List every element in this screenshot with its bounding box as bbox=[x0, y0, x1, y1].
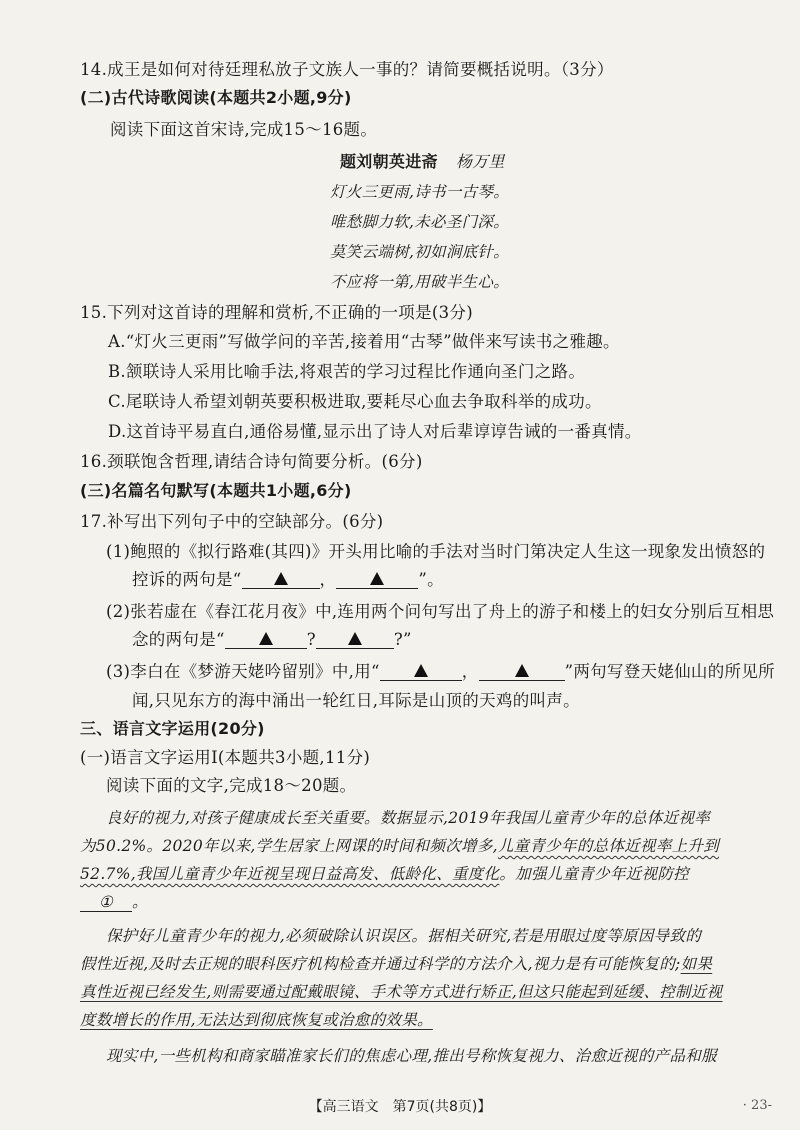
passage-p2-line-4 bbox=[80, 1008, 433, 1030]
question-14: 14.成王是如何对待廷理私放子文族人一事的？请简要概括说明。（3分） bbox=[80, 60, 614, 79]
question-15-option-b: B.颔联诗人采用比喻手法,将艰苦的学习过程比作通向圣门之路。 bbox=[108, 362, 586, 381]
poem-line-3: 莫笑云端树,初如涧底针。 bbox=[330, 243, 510, 261]
answer-blank[interactable] bbox=[225, 630, 307, 649]
passage-text: 。 bbox=[132, 893, 148, 911]
triangle-marker-icon bbox=[515, 664, 529, 677]
question-17-part-2-line-1: (2)张若虚在《春江花月夜》中,连用两个问句写出了舟上的游子和楼上的妇女分别后互相思 bbox=[106, 602, 775, 621]
passage-p1-line-2 bbox=[80, 834, 719, 856]
question-15-option-a: A.“灯火三更雨”写做学问的辛苦,接着用“古琴”做伴来写读书之雅趣。 bbox=[108, 332, 620, 351]
blank-separator: ， bbox=[319, 570, 337, 589]
answer-blank[interactable] bbox=[316, 630, 394, 649]
triangle-marker-icon bbox=[348, 632, 362, 645]
triangle-marker-icon bbox=[274, 572, 288, 585]
section-poetry-heading: (二)古代诗歌阅读(本题共2小题,9分) bbox=[80, 88, 352, 107]
triangle-marker-icon bbox=[259, 632, 273, 645]
passage-p2-line-2 bbox=[80, 952, 712, 974]
passage-p1-line-1: 良好的视力,对孩子健康成长至关重要。数据显示,2019年我国儿童青少年的总体近视率 bbox=[106, 809, 711, 827]
question-16: 16.颈联饱含哲理,请结合诗句简要分析。(6分) bbox=[80, 452, 423, 471]
poem-line-2: 唯愁脚力软,未必圣门深。 bbox=[330, 213, 510, 231]
triangle-marker-icon bbox=[414, 664, 428, 677]
question-17-part-1-line-1: (1)鲍照的《拟行路难(其四)》开头用比喻的手法对当时门第决定人生这一现象发出愤怒的 bbox=[106, 542, 766, 561]
question-17-part-3-line-1 bbox=[106, 658, 775, 682]
blank-prefix: (3)李白在《梦游天姥吟留别》中,用“ bbox=[106, 662, 380, 681]
poem-line-4: 不应将一第,用破半生心。 bbox=[330, 273, 510, 291]
triangle-marker-icon bbox=[370, 572, 384, 585]
blank-prefix: 控诉的两句是“ bbox=[132, 570, 242, 589]
blank-suffix: ”两句写登天姥仙山的所见所 bbox=[564, 662, 775, 681]
question-17-part-2-line-2 bbox=[132, 626, 412, 650]
poem-author: 杨万里 bbox=[455, 152, 505, 171]
poetry-intro: 阅读下面这首宋诗,完成15～16题。 bbox=[110, 120, 378, 139]
question-17-part-1-line-2 bbox=[132, 566, 444, 590]
part-3-intro: 阅读下面的文字,完成18～20题。 bbox=[106, 776, 357, 795]
answer-blank[interactable] bbox=[336, 570, 418, 589]
page-footer: 【高三语文 第7页(共8页)】 bbox=[308, 1099, 492, 1115]
part-3-subheading: (一)语言文字运用Ⅰ(本题共3小题,11分) bbox=[80, 748, 371, 767]
question-15-option-c: C.尾联诗人希望刘朝英要积极进取,要耗尽心血去争取科举的成功。 bbox=[108, 392, 602, 411]
blank-prefix: 念的两句是“ bbox=[132, 630, 225, 649]
underlined-text: 真性近视已经发生,则需要通过配戴眼镜、手术等方式进行矫正,但这只能起到延缓、控制近视 bbox=[80, 983, 723, 1001]
underlined-text: 如果 bbox=[680, 955, 713, 973]
passage-p1-line-3 bbox=[80, 862, 689, 884]
answer-blank[interactable] bbox=[242, 570, 320, 589]
poem-line-1: 灯火三更雨,诗书一古琴。 bbox=[330, 183, 510, 201]
passage-p2-line-1: 保护好儿童青少年的视力,必须破除认识误区。据相关研究,若是用眼过度等原因导致的 bbox=[106, 927, 702, 945]
wavy-underlined-text: 52.7%,我国儿童青少年近视呈现日益高发、低龄化、重度化 bbox=[80, 865, 500, 883]
passage-text: 。加强儿童青少年近视防控 bbox=[499, 865, 689, 883]
blank-suffix: ?” bbox=[393, 630, 412, 649]
passage-p3-line-1: 现实中,一些机构和商家瞄准家长们的焦虑心理,推出号称恢复视力、治愈近视的产品和服 bbox=[106, 1047, 717, 1065]
blank-separator: ， bbox=[461, 662, 479, 681]
passage-p1-line-4 bbox=[80, 890, 148, 912]
numbered-blank[interactable]: ① bbox=[80, 893, 132, 912]
passage-p2-line-3 bbox=[80, 980, 722, 1002]
answer-blank[interactable] bbox=[380, 662, 462, 681]
part-3-heading: 三、语言文字运用(20分) bbox=[80, 719, 265, 738]
underlined-text: 度数增长的作用,无法达到彻底恢复或治愈的效果。 bbox=[80, 1011, 433, 1029]
answer-blank[interactable] bbox=[479, 662, 565, 681]
question-17-stem: 17.补写出下列句子中的空缺部分。(6分) bbox=[80, 512, 384, 531]
poem-title-line bbox=[340, 149, 505, 172]
poem-title: 题刘朝英进斋 bbox=[340, 152, 438, 171]
question-15-stem: 15.下列对这首诗的理解和赏析,不正确的一项是(3分) bbox=[80, 303, 473, 322]
page-code: · 23- bbox=[742, 1098, 772, 1113]
passage-text: 假性近视,及时去正规的眼科医疗机构检查并通过科学的方法介入,视力是有可能恢复的; bbox=[80, 955, 681, 973]
blank-suffix: ”。 bbox=[418, 570, 444, 589]
question-15-option-d: D.这首诗平易直白,通俗易懂,显示出了诗人对后辈谆谆告诫的一番真情。 bbox=[108, 422, 642, 441]
question-17-part-3-line-2: 闻,只见东方的海中涌出一轮红日,耳际是山顶的天鸡的叫声。 bbox=[132, 691, 580, 710]
passage-text: 为50.2%。2020年以来,学生居家上网课的时间和频次增多, bbox=[80, 837, 498, 855]
section-recitation-heading: (三)名篇名句默写(本题共1小题,6分) bbox=[80, 481, 352, 500]
wavy-underlined-text: 儿童青少年的总体近视率上升到 bbox=[497, 837, 720, 855]
blank-separator: ? bbox=[306, 630, 316, 649]
